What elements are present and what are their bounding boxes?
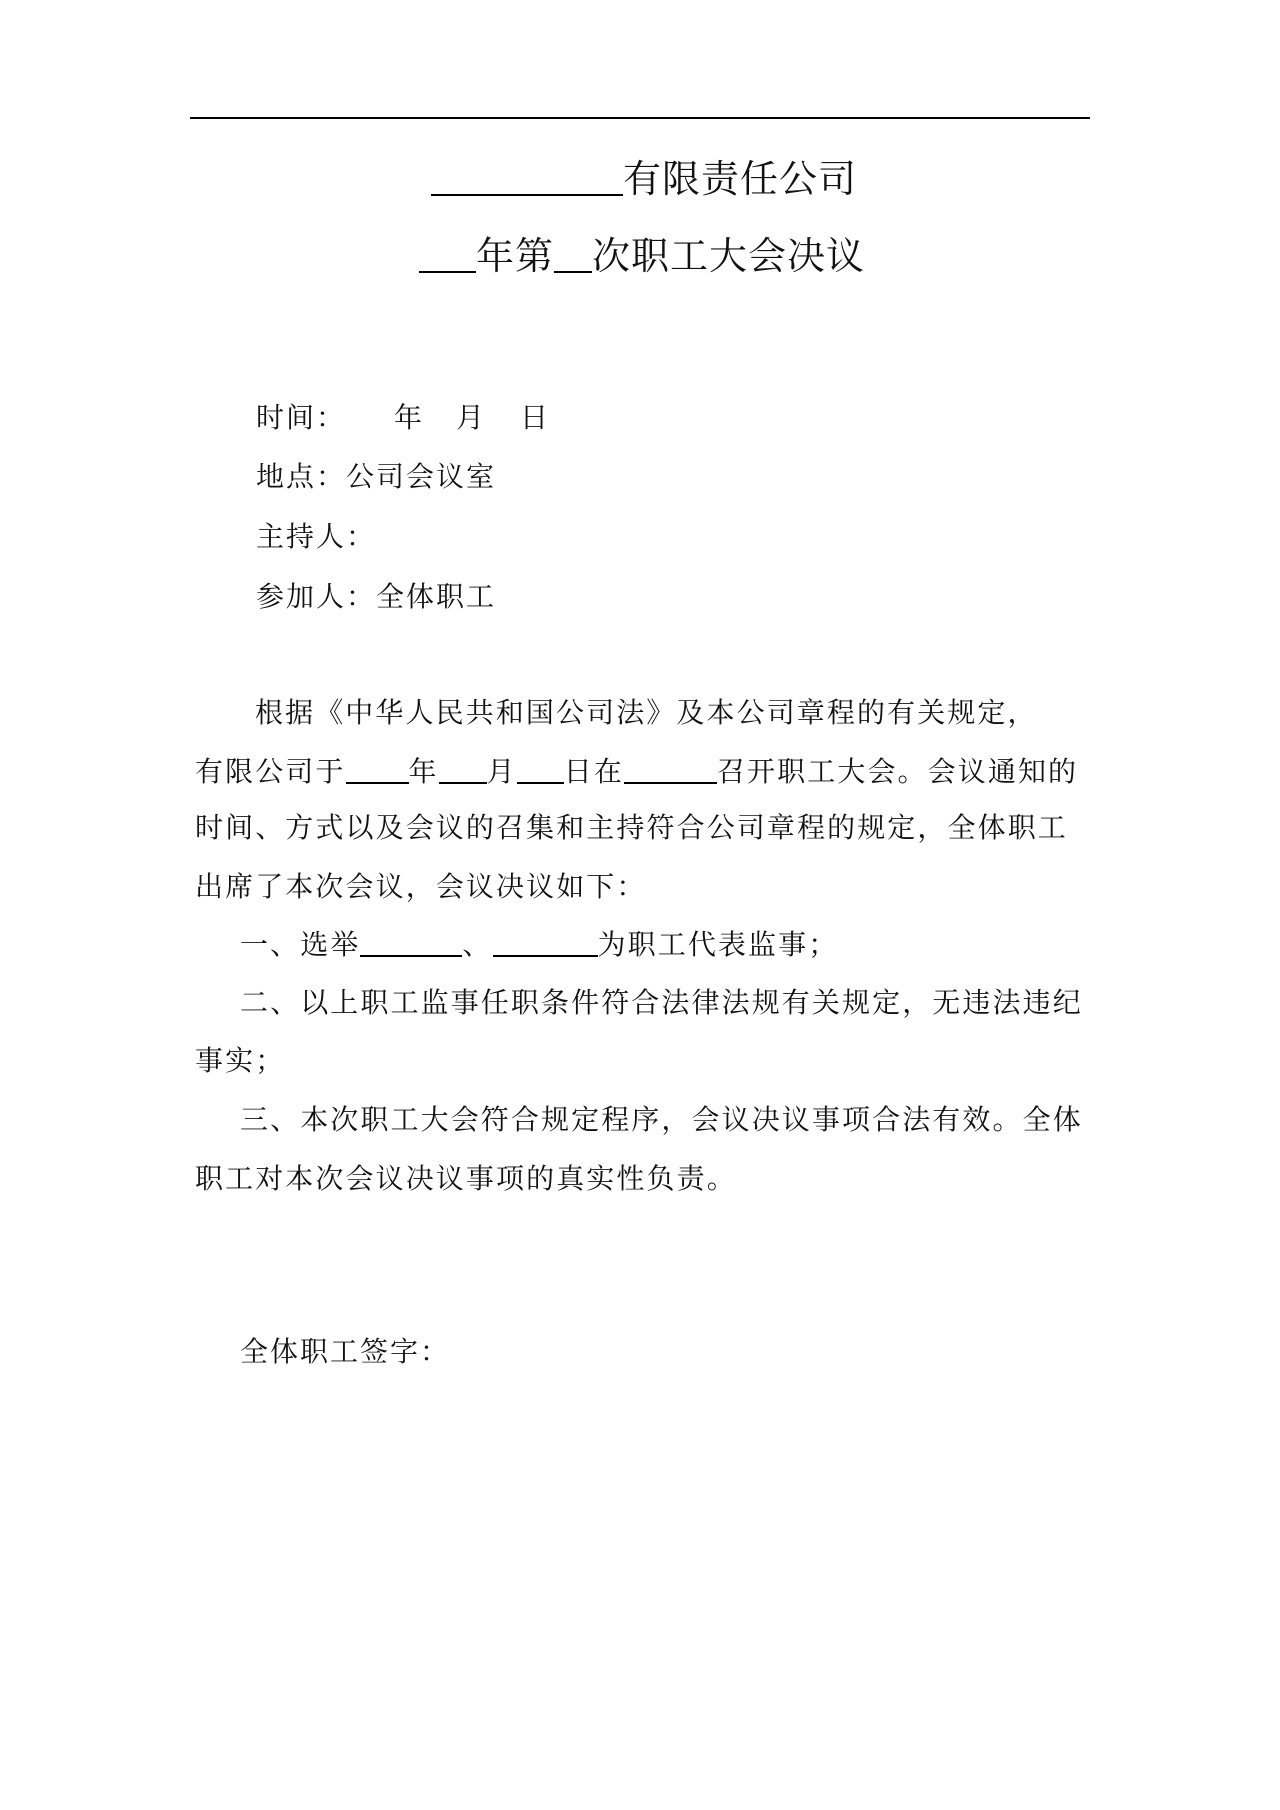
meeting-time	[256, 402, 550, 434]
supervisor-1-blank[interactable]	[360, 927, 462, 957]
resolution-3-line-2: 职工对本次会议决议事项的真实性负责。	[195, 1162, 737, 1195]
resolution-1-suffix: 为职工代表监事；	[597, 928, 839, 961]
title-meeting	[0, 234, 1280, 278]
attendees-label: 参加人：	[256, 580, 377, 613]
resolution-1-prefix: 一、选举	[240, 928, 361, 961]
title-company	[0, 157, 1280, 201]
preamble-line-3: 时间、方式以及会议的召集和主持符合公司章程的规定，全体职工	[195, 811, 1068, 844]
title-year-suffix: 年第	[475, 234, 554, 278]
preamble-year-text: 年	[408, 755, 439, 788]
supervisor-2-blank[interactable]	[493, 927, 598, 957]
meeting-month-blank[interactable]	[439, 754, 487, 784]
preamble-month-text: 月	[486, 755, 517, 788]
meeting-attendees	[256, 581, 496, 613]
host-label: 主持人：	[256, 520, 377, 553]
meeting-place	[256, 461, 496, 493]
resolution-3-line-1: 三、本次职工大会符合规定程序，会议决议事项合法有效。全体	[240, 1103, 1083, 1136]
session-number-blank[interactable]	[554, 235, 592, 273]
preamble-company-text: 有限公司于	[195, 755, 346, 788]
preamble-day-text: 日在	[563, 755, 624, 788]
time-month: 月	[456, 401, 487, 434]
meeting-host	[256, 521, 376, 553]
meeting-location-blank[interactable]	[624, 754, 717, 784]
resolution-1-separator: 、	[462, 928, 493, 961]
time-label: 时间：	[256, 401, 347, 434]
resolution-2-line-1: 二、以上职工监事任职条件符合法律法规有关规定，无违法违纪	[240, 986, 1083, 1019]
title-meeting-suffix: 次职工大会决议	[592, 234, 866, 278]
time-year: 年	[394, 401, 425, 434]
resolution-1	[240, 927, 1090, 961]
attendees-value: 全体职工	[376, 580, 497, 613]
header-rule	[190, 117, 1090, 119]
meeting-day-blank[interactable]	[517, 754, 564, 784]
resolution-2-line-2: 事实；	[195, 1044, 286, 1077]
preamble-line-4: 出席了本次会议，会议决议如下：	[195, 870, 647, 903]
place-label: 地点：	[256, 460, 347, 493]
preamble-line-1: 根据《中华人民共和国公司法》及本公司章程的有关规定，	[255, 696, 1038, 729]
preamble-convene-text: 召开职工大会。会议通知的	[716, 755, 1079, 788]
company-name-blank[interactable]	[431, 158, 623, 196]
place-value: 公司会议室	[346, 460, 497, 493]
time-day: 日	[520, 401, 551, 434]
title-company-suffix: 有限责任公司	[622, 157, 857, 201]
signature-label: 全体职工签字：	[240, 1335, 451, 1368]
year-blank[interactable]	[419, 235, 476, 273]
meeting-year-blank[interactable]	[346, 754, 409, 784]
preamble-line-2	[195, 754, 1090, 788]
